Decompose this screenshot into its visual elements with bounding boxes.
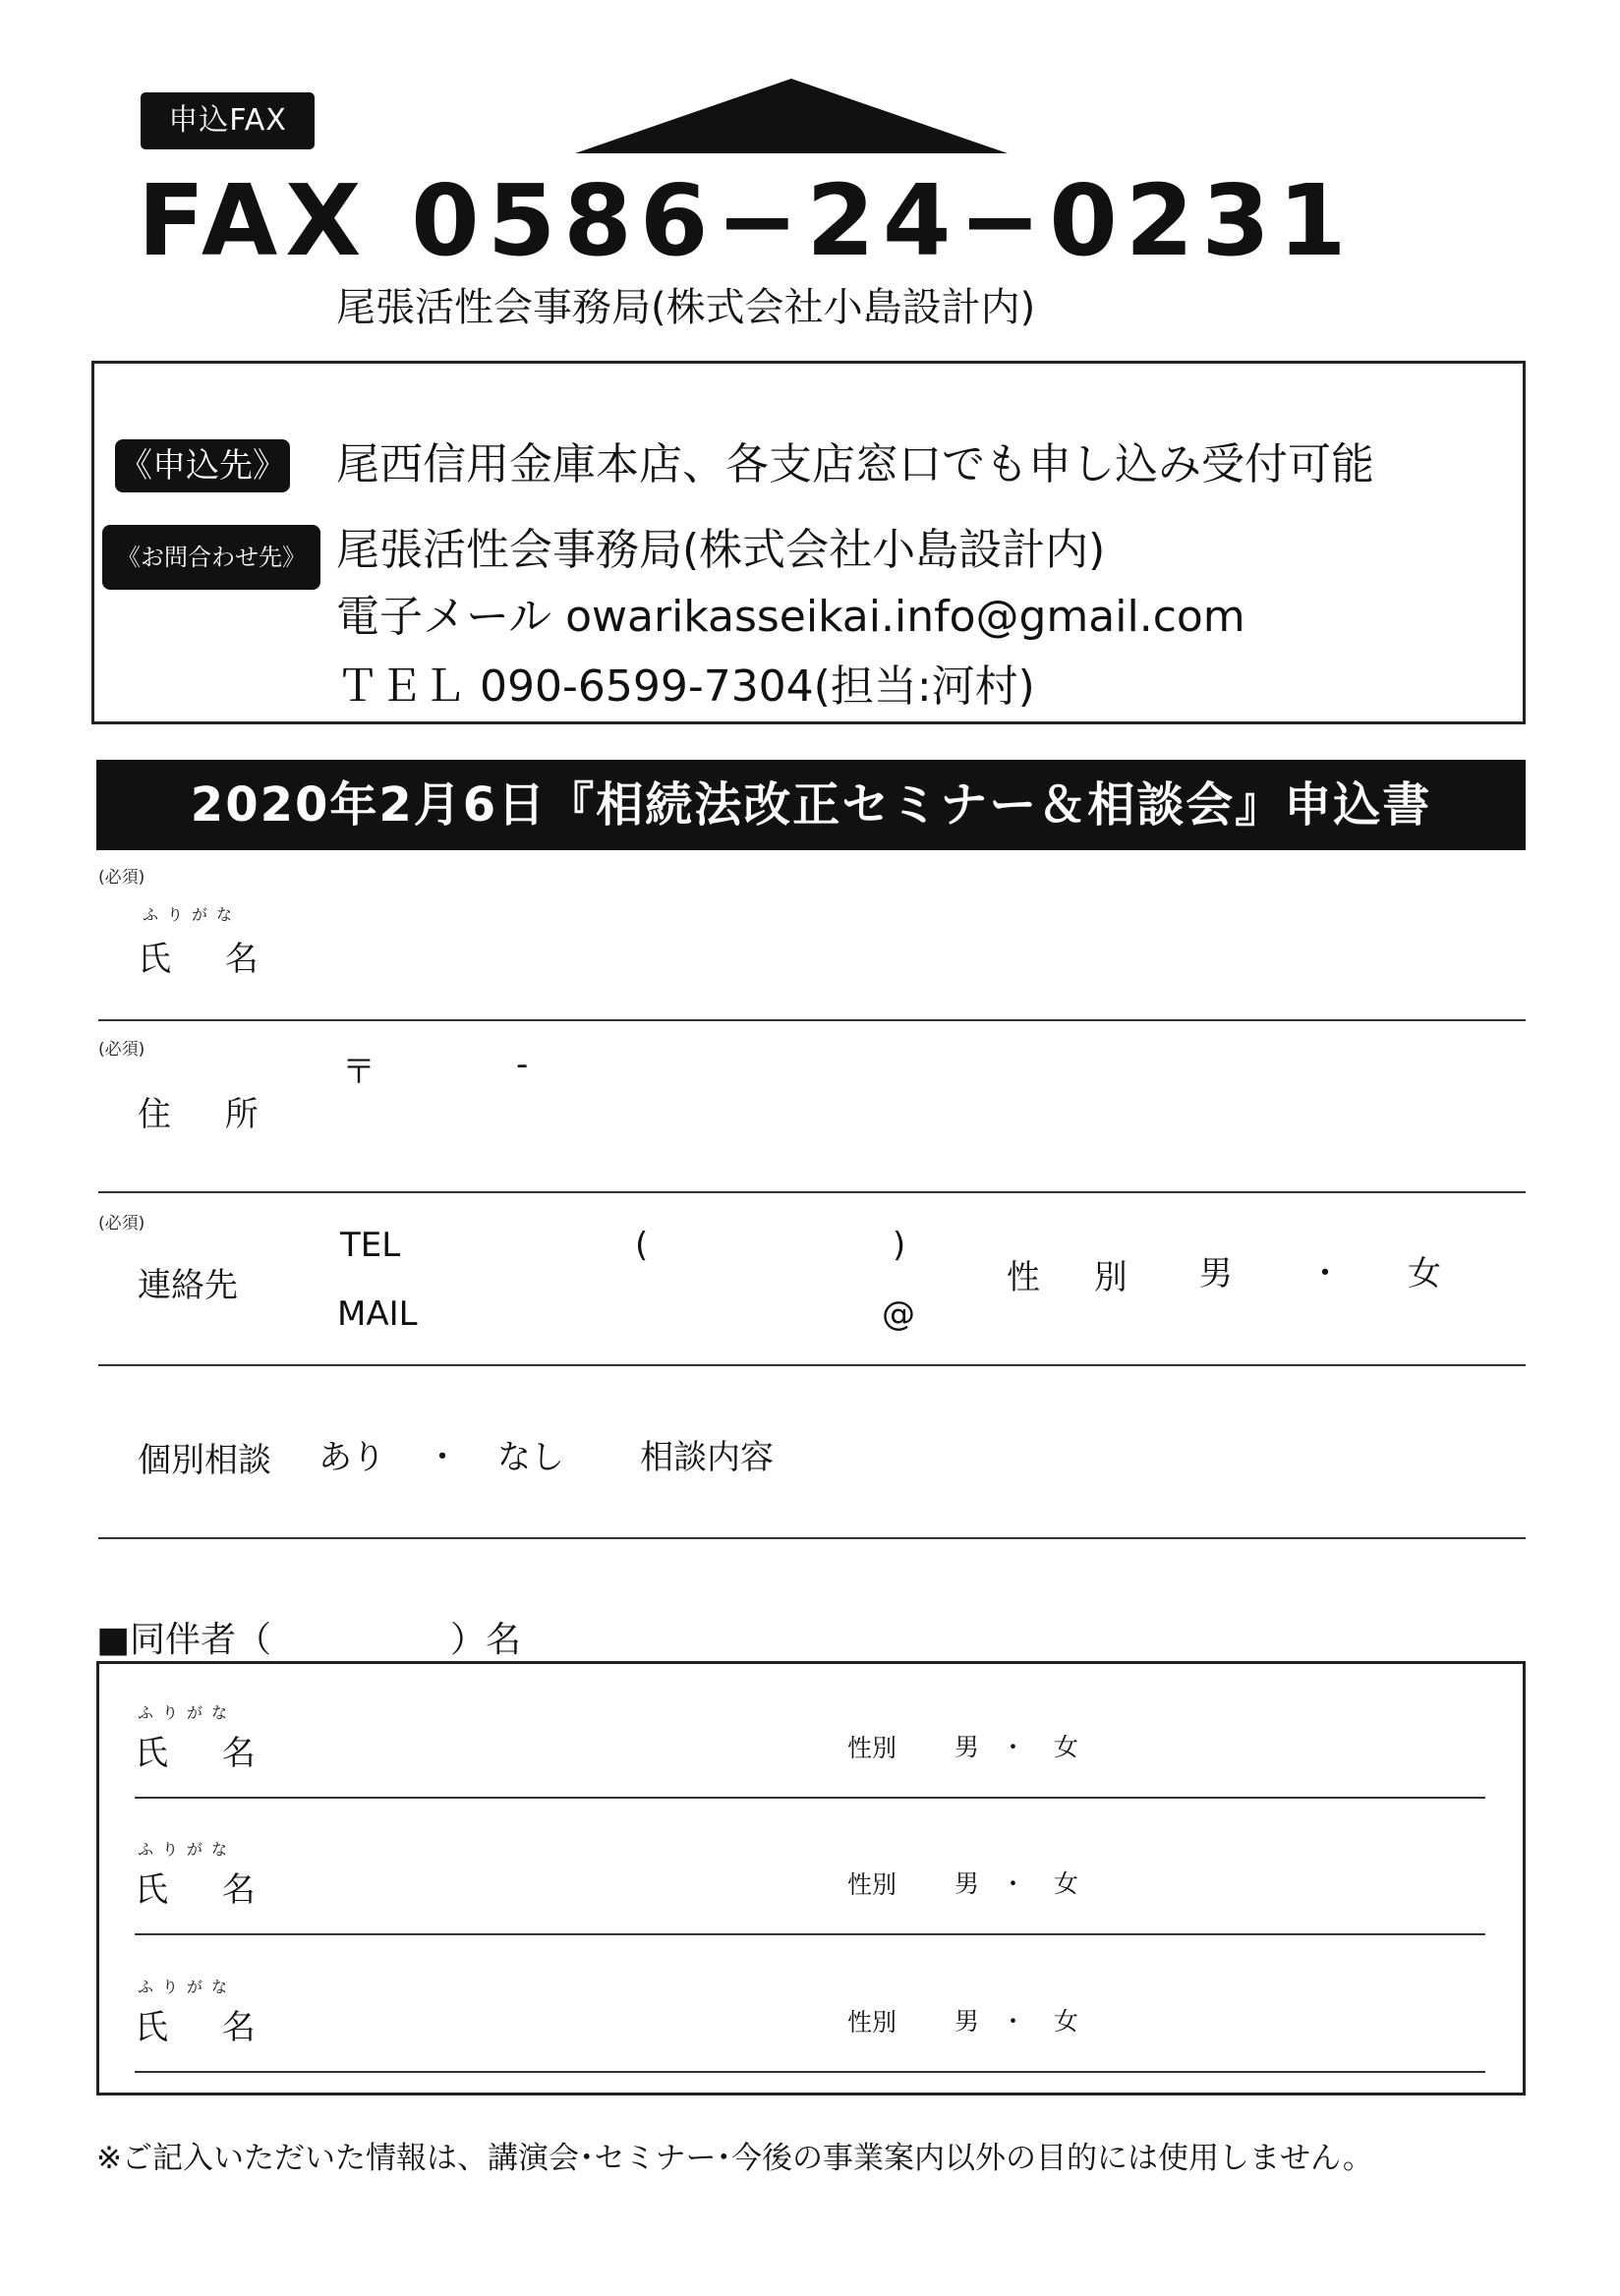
separator-dot: ・ (1001, 1869, 1026, 1898)
companion-gender-label: 性別 (847, 1870, 897, 1899)
companion-gender-label: 性別 (847, 1734, 897, 1762)
apply-text: 尾西信用金庫本店、各支店窓口でも申し込み受付可能 (336, 439, 1374, 489)
consult-no[interactable]: なし (497, 1438, 564, 1477)
companion-name-input[interactable] (295, 1695, 806, 1789)
gender-male[interactable]: 男 (1199, 1254, 1233, 1293)
up-arrow-icon (575, 79, 1008, 153)
furigana-label: ふりがな (143, 905, 242, 924)
mail-input[interactable] (433, 1288, 924, 1342)
consult-yes[interactable]: あり (318, 1438, 385, 1477)
divider (98, 1191, 1526, 1193)
tel-input[interactable] (433, 1219, 924, 1273)
divider (98, 1019, 1526, 1021)
paren-close: ) (893, 1226, 906, 1265)
consult-content-input[interactable] (786, 1406, 1514, 1523)
separator-dot: ・ (1001, 1733, 1026, 1761)
companion-gender-female[interactable]: 女 (1054, 1733, 1079, 1761)
footnote: ※ご記入いただいた情報は、講演会･セミナー･今後の事業案内以外の目的には使用しません。 (96, 2141, 1373, 2176)
companion-name-label: 氏 名 (135, 1870, 277, 1910)
required-mark: (必須) (98, 868, 145, 888)
separator-dot: ・ (1001, 2007, 1026, 2036)
address-label: 住 所 (138, 1095, 280, 1134)
companion-name-label: 氏 名 (135, 2008, 277, 2047)
separator-dot: ・ (1308, 1254, 1342, 1293)
companion-name-input[interactable] (295, 1832, 806, 1925)
companion-gender-male[interactable]: 男 (955, 1733, 980, 1761)
gender-label: 性 別 (1007, 1258, 1149, 1297)
companion-heading-end: ）名 (450, 1620, 522, 1660)
companion-name-label: 氏 名 (135, 1734, 277, 1773)
postal-dash: - (516, 1045, 529, 1084)
fax-number: FAX 0586−24−0231 (138, 163, 1355, 278)
companion-gender-female[interactable]: 女 (1054, 1869, 1079, 1898)
consult-content-label: 相談内容 (640, 1438, 774, 1477)
name-input[interactable] (324, 865, 1514, 1012)
mail-label: MAIL (337, 1294, 418, 1334)
companion-gender-male[interactable]: 男 (955, 2007, 980, 2036)
furigana-label: ふりがな (138, 1978, 237, 1996)
divider (98, 1364, 1526, 1366)
companion-gender-label: 性別 (847, 2008, 897, 2037)
furigana-label: ふりがな (138, 1840, 237, 1859)
inquiry-office: 尾張活性会事務局(株式会社小島設計内) (336, 525, 1106, 575)
at-mark: @ (882, 1294, 915, 1334)
required-mark: (必須) (98, 1214, 145, 1234)
inquiry-tel: ＴＥＬ 090-6599-7304(担当:河村) (336, 661, 1035, 712)
separator-dot: ・ (426, 1438, 459, 1477)
postal-mark: 〒 (342, 1053, 376, 1092)
companion-gender-male[interactable]: 男 (955, 1869, 980, 1898)
apply-tag: 《申込先》 (115, 439, 290, 492)
tel-label: TEL (340, 1226, 401, 1265)
inquiry-email: 電子メール owarikasseikai.info@gmail.com (336, 592, 1245, 642)
contact-label: 連絡先 (138, 1266, 238, 1305)
address-input[interactable] (383, 1037, 1514, 1184)
divider (98, 1537, 1526, 1539)
name-label: 氏 名 (138, 940, 280, 979)
form-title: 2020年2月6日『相続法改正セミナー＆相談会』申込書 (96, 760, 1526, 850)
fax-badge: 申込FAX (141, 92, 315, 149)
companion-gender-female[interactable]: 女 (1054, 2007, 1079, 2036)
required-mark: (必須) (98, 1040, 145, 1060)
header-office: 尾張活性会事務局(株式会社小島設計内) (336, 285, 1036, 330)
furigana-label: ふりがな (138, 1703, 237, 1722)
inquiry-tag: 《お問合わせ先》 (102, 525, 320, 590)
companion-heading-start: ■同伴者（ (96, 1620, 272, 1660)
gender-female[interactable]: 女 (1408, 1254, 1441, 1293)
paren-open: ( (635, 1226, 649, 1265)
divider (135, 1797, 1485, 1799)
companion-count-input[interactable] (285, 1612, 442, 1656)
companion-name-input[interactable] (295, 1970, 806, 2063)
divider (135, 2071, 1485, 2073)
consult-label: 個別相談 (138, 1441, 271, 1480)
divider (135, 1933, 1485, 1935)
